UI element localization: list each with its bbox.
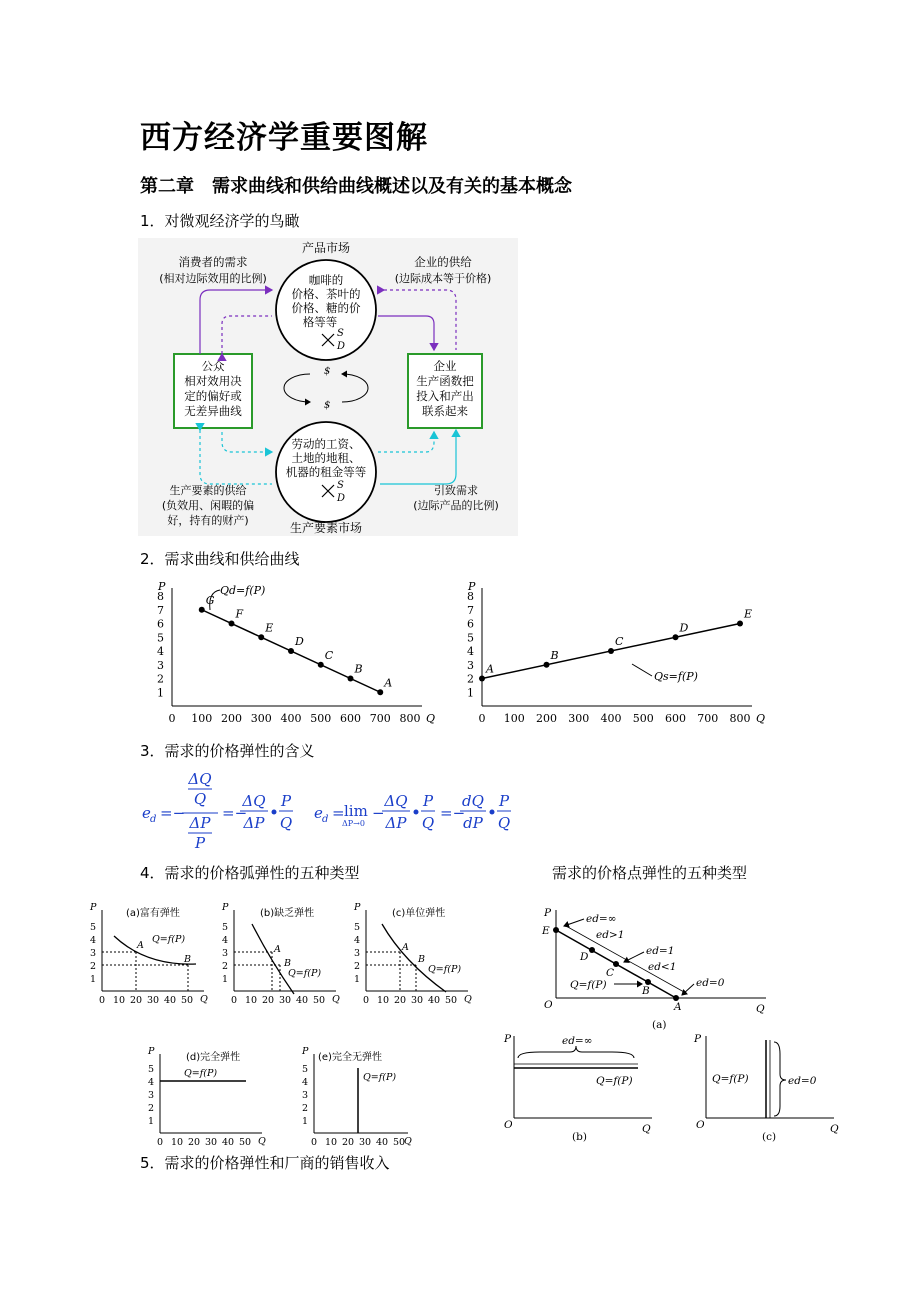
demand-y-tick: 5 [157, 631, 164, 645]
public-box-line-3: 定的偏好或 [184, 389, 242, 403]
formula-lim: lim [344, 802, 368, 820]
supply-x-tick: 800 [729, 712, 751, 725]
demand-point-label-A: A [384, 676, 393, 690]
formula-dot-1 [272, 810, 277, 815]
firm-supply-note: (边际成本等于价格) [394, 272, 492, 285]
section-2-heading: 2．需求曲线和供给曲线 [140, 550, 300, 568]
demand-y-tick: 6 [157, 617, 164, 631]
supply-y-tick: 8 [467, 590, 474, 603]
point-a-caption: (a) [652, 1019, 667, 1031]
public-box-line-4: 无差异曲线 [184, 404, 242, 418]
demand-x-tick: 400 [280, 712, 302, 725]
point-a-p-label: P [544, 907, 552, 919]
formula-dP-4: dP [463, 814, 483, 832]
formula-eq-3: = [332, 804, 345, 822]
arc-e-title: (e)完全无弹性 [318, 1052, 382, 1063]
arc-chart-e [301, 1046, 412, 1147]
arc-a-x-tick: 10 [112, 995, 126, 1006]
point-b-caption: (b) [572, 1131, 587, 1143]
public-box-line-2: 相对效用决 [184, 374, 242, 388]
point-a-o-label: O [544, 999, 553, 1011]
consumer-demand-label: 消费者的需求 [178, 255, 248, 269]
firm-box-line-4: 联系起来 [422, 404, 468, 418]
arc-e-p-label: P [302, 1046, 309, 1057]
point-b-inf-label: ed=∞ [562, 1035, 593, 1047]
supply-y-tick: 3 [467, 658, 474, 672]
product-d-label: D [337, 341, 346, 352]
firm-supply-label: 企业的供给 [414, 255, 472, 269]
supply-point-E [737, 621, 743, 627]
supply-point-A [479, 676, 485, 682]
formula-P-4: P [498, 792, 510, 810]
arc-b-y-tick: 3 [221, 948, 228, 959]
supply-x-tick: 0 [478, 712, 486, 725]
supply-y-tick: 4 [467, 645, 474, 658]
demand-curve-chart [150, 580, 450, 728]
demand-point-label-C: C [324, 648, 334, 662]
arc-e-y-tick: 1 [301, 1116, 308, 1127]
supply-point-B [544, 662, 550, 668]
formula-minus-4: − [372, 804, 385, 822]
arc-c-y-tick: 4 [353, 935, 360, 946]
demand-y-tick: 8 [157, 590, 164, 603]
formula-dQ-2: ΔQ [242, 792, 266, 810]
demand-x-tick: 500 [310, 712, 332, 725]
demand-point-label-E: E [265, 621, 274, 635]
formula-dot-3 [490, 810, 495, 815]
point-a-E-dot [553, 927, 559, 933]
derived-demand-line-2: (边际产品的比例) [413, 499, 499, 512]
arc-a-B-label: B [184, 954, 191, 965]
arc-b-curve-label: Q=f(P) [288, 968, 322, 979]
arc-a-y-tick: 4 [89, 935, 96, 946]
arc-a-p-label: P [90, 902, 97, 913]
arc-c-y-tick: 5 [353, 922, 360, 933]
arc-b-x-tick: 0 [230, 995, 238, 1006]
firm-box-line-2: 生产函数把 [416, 374, 474, 388]
arc-e-x-tick: 0 [310, 1137, 318, 1148]
supply-function-arrow [632, 664, 652, 676]
section-5-heading: 5．需求的价格弹性和厂商的销售收入 [140, 1154, 390, 1172]
point-a-eq1-arrow [624, 952, 644, 962]
point-a-inf-label: ed=∞ [586, 913, 617, 925]
arc-d-x-tick: 50 [238, 1137, 252, 1148]
arc-c-x-tick: 0 [362, 995, 370, 1006]
arc-a-x-tick: 0 [98, 995, 106, 1006]
product-market-label: 产品市场 [301, 241, 351, 255]
formula-Q-1: Q [193, 790, 207, 808]
point-b-p-label: P [504, 1033, 512, 1045]
point-b-brace [518, 1046, 634, 1058]
arc-e-curve-label: Q=f(P) [363, 1072, 397, 1083]
arc-c-x-tick: 40 [427, 995, 441, 1006]
arc-c-y-tick: 2 [353, 961, 360, 972]
arc-b-y-tick: 4 [221, 935, 228, 946]
demand-x-tick: 300 [250, 712, 272, 725]
supply-x-tick: 200 [536, 712, 557, 725]
supply-point-label-D: D [679, 621, 689, 635]
arc-e-y-tick: 5 [301, 1064, 308, 1075]
point-a-inf-arrow [564, 919, 584, 926]
arc-chart-a [89, 902, 208, 1005]
section-4-heading: 4．需求的价格弧弹性的五种类型 [140, 864, 360, 882]
elasticity-formula [136, 764, 556, 854]
arc-a-y-tick: 1 [89, 974, 96, 985]
arc-c-x-tick: 30 [410, 995, 424, 1006]
arc-a-q-label: Q [200, 994, 208, 1005]
factor-circle-line-2: 土地的地租、 [291, 451, 361, 465]
demand-point-label-D: D [295, 635, 304, 648]
arc-e-y-tick: 3 [301, 1090, 308, 1101]
arc-e-y-tick: 4 [301, 1077, 308, 1088]
point-c-curve-label: Q=f(P) [712, 1073, 749, 1085]
demand-function-label: Qd=f(P) [220, 584, 266, 597]
point-elasticity-charts [500, 898, 860, 1146]
arc-b-p-label: P [222, 902, 229, 913]
arc-e-x-tick: 30 [358, 1137, 372, 1148]
supply-x-tick: 700 [697, 712, 719, 725]
factor-supply-line-2: (负效用、闲暇的偏 [161, 499, 255, 512]
demand-point-label-F: F [235, 607, 244, 621]
supply-y-tick: 1 [467, 686, 474, 700]
formula-dP-1: ΔP [189, 814, 211, 832]
formula-d-sub-2: d [322, 814, 329, 825]
dollar-top-label: $ [324, 366, 331, 377]
arc-b-q-label: Q [332, 994, 340, 1005]
supply-x-tick: 500 [632, 712, 654, 725]
product-circle-line-1: 咖啡的 [308, 273, 344, 287]
arc-b-y-tick: 5 [221, 922, 228, 933]
product-circle-line-4: 格等等 [302, 315, 338, 329]
arc-e-x-tick: 20 [341, 1137, 355, 1148]
formula-eq-minus-1: =− [160, 804, 186, 822]
formula-P-3: P [422, 792, 434, 810]
supply-curve-chart [460, 580, 780, 728]
arc-c-B-label: B [418, 954, 425, 965]
demand-point-C [318, 662, 324, 668]
supply-point-label-A: A [486, 662, 494, 676]
factor-d-label: D [337, 493, 346, 504]
arc-d-y-tick: 5 [147, 1064, 154, 1075]
demand-ylabel: P [158, 580, 166, 593]
arc-b-B-label: B [284, 958, 291, 969]
consumer-demand-note: (相对边际效用的比例) [159, 272, 267, 285]
demand-x-tick: 800 [399, 712, 421, 725]
arc-d-curve-label: Q=f(P) [184, 1068, 218, 1079]
arc-c-y-tick: 1 [353, 974, 360, 985]
supply-y-tick: 7 [467, 603, 474, 617]
point-c-q-label: Q [830, 1123, 839, 1135]
point-c-p-label: P [694, 1033, 702, 1045]
arc-c-x-tick: 10 [376, 995, 390, 1006]
point-a-D-dot [589, 947, 595, 953]
arc-chart-c [353, 902, 472, 1005]
formula-eq-minus-2: =− [222, 804, 248, 822]
supply-xlabel: Q [756, 712, 766, 725]
demand-x-tick: 700 [369, 712, 391, 725]
demand-y-tick: 7 [157, 603, 164, 617]
formula-dP-3: ΔP [385, 814, 407, 832]
demand-point-D [288, 648, 294, 654]
supply-point-label-C: C [615, 635, 624, 648]
demand-point-E [258, 634, 264, 640]
arc-b-y-tick: 2 [221, 961, 228, 972]
point-b-curve-label: Q=f(P) [596, 1075, 633, 1087]
arc-d-x-tick: 20 [187, 1137, 201, 1148]
arc-chart-d [147, 1046, 266, 1147]
arc-b-x-tick: 20 [261, 995, 275, 1006]
supply-y-tick: 6 [467, 617, 474, 631]
arc-e-x-tick: 40 [375, 1137, 389, 1148]
supply-point-label-E: E [744, 607, 753, 621]
arc-e-q-label: Q [404, 1136, 412, 1147]
arc-d-y-tick: 2 [147, 1103, 154, 1114]
arc-a-x-tick: 20 [129, 995, 143, 1006]
arc-a-x-tick: 40 [163, 995, 177, 1006]
section-3-heading: 3．需求的价格弹性的含义 [140, 742, 315, 760]
point-b-q-label: Q [642, 1123, 651, 1135]
factor-market-label: 生产要素市场 [289, 521, 363, 535]
point-a-E-label: E [542, 925, 550, 937]
formula-e-1: e [142, 804, 151, 822]
arc-b-x-tick: 40 [295, 995, 309, 1006]
formula-dQ-3: ΔQ [384, 792, 408, 810]
formula-d-sub-1: d [150, 814, 157, 825]
arc-d-x-tick: 40 [221, 1137, 235, 1148]
formula-dQ-1: ΔQ [188, 770, 212, 788]
arc-elasticity-charts [86, 896, 476, 1148]
product-circle-line-3: 价格、糖的价 [291, 301, 361, 315]
demand-point-label-G: G [205, 593, 215, 607]
arc-c-q-label: Q [464, 994, 472, 1005]
arc-b-x-tick: 10 [244, 995, 258, 1006]
formula-lim-sub: ΔP→0 [342, 819, 365, 828]
formula-P-1: P [194, 834, 206, 852]
public-box-line-1: 公众 [201, 359, 225, 373]
formula-Q-2: Q [279, 814, 293, 832]
supply-point-label-B: B [550, 648, 559, 662]
demand-point-A [377, 689, 383, 695]
point-a-q-label: Q [756, 1003, 765, 1015]
dollar-bottom-label: $ [324, 400, 331, 411]
section-4b-heading: 需求的价格点弹性的五种类型 [552, 864, 748, 882]
point-a-C-label: C [606, 967, 615, 979]
point-a-zero-label: ed=0 [696, 977, 725, 989]
product-s-label: S [337, 328, 344, 339]
arc-a-title: (a)富有弹性 [126, 908, 180, 919]
demand-x-tick: 600 [340, 712, 361, 725]
section-1-heading: 1．对微观经济学的鸟瞰 [140, 212, 300, 230]
point-c-brace [774, 1042, 786, 1116]
formula-e-2: e [314, 804, 323, 822]
formula-Q-4: Q [497, 814, 511, 832]
arc-c-x-tick: 20 [393, 995, 407, 1006]
point-a-curve-label: Q=f(P) [570, 979, 607, 991]
arc-d-x-tick: 0 [156, 1137, 164, 1148]
point-a-eq1-label: ed=1 [646, 945, 675, 957]
derived-demand-line-1: 引致需求 [434, 484, 478, 497]
demand-xlabel: Q [426, 712, 436, 725]
arc-e-y-tick: 2 [301, 1103, 308, 1114]
arc-c-A-label: A [402, 942, 409, 953]
supply-point-C [608, 648, 614, 654]
arc-c-curve-label: Q=f(P) [428, 964, 462, 975]
arc-e-x-tick: 10 [324, 1137, 338, 1148]
formula-Q-3: Q [421, 814, 435, 832]
point-a-A-label: A [674, 1001, 682, 1013]
supply-x-tick: 300 [568, 712, 590, 725]
demand-point-F [229, 621, 235, 627]
arc-b-A-label: A [274, 944, 281, 955]
arc-b-y-tick: 1 [221, 974, 228, 985]
point-a-lt1-label: ed<1 [648, 961, 677, 973]
arc-chart-b [221, 902, 340, 1005]
point-a-zero-arrow [682, 984, 694, 995]
demand-y-tick: 4 [157, 645, 164, 658]
supply-y-tick: 5 [467, 631, 474, 645]
arc-a-curve-label: Q=f(P) [152, 934, 186, 945]
firm-box-line-1: 企业 [433, 359, 457, 373]
demand-point-label-B: B [354, 662, 363, 676]
demand-y-tick: 3 [157, 658, 164, 672]
demand-x-tick: 100 [191, 712, 213, 725]
formula-eq-minus-5: =− [440, 804, 466, 822]
arc-d-title: (d)完全弹性 [186, 1052, 241, 1063]
factor-circle-line-3: 机器的租金等等 [285, 465, 367, 479]
formula-dP-2: ΔP [243, 814, 265, 832]
arc-d-y-tick: 3 [147, 1090, 154, 1101]
arc-c-y-tick: 3 [353, 948, 360, 959]
supply-function-label: Qs=f(P) [654, 670, 698, 683]
demand-y-tick: 2 [157, 672, 164, 686]
chapter-heading: 第二章 需求曲线和供给曲线概述以及有关的基本概念 [140, 176, 572, 197]
arc-a-y-tick: 2 [89, 961, 96, 972]
supply-y-tick: 2 [467, 672, 474, 686]
arc-d-x-tick: 30 [204, 1137, 218, 1148]
supply-x-tick: 100 [503, 712, 525, 725]
point-a-D-label: D [580, 951, 589, 963]
factor-supply-line-3: 好，持有的财产) [167, 514, 249, 527]
arc-a-A-label: A [137, 940, 144, 951]
supply-point-D [673, 634, 679, 640]
demand-y-tick: 1 [157, 686, 164, 700]
factor-supply-line-1: 生产要素的供给 [169, 484, 247, 497]
demand-point-G [199, 607, 205, 613]
formula-P-2: P [280, 792, 292, 810]
factor-s-label: S [337, 480, 344, 491]
point-a-B-label: B [642, 985, 650, 997]
arc-a-x-tick: 50 [180, 995, 194, 1006]
arc-d-x-tick: 10 [170, 1137, 184, 1148]
point-b-o-label: O [504, 1119, 513, 1131]
page-title: 西方经济学重要图解 [140, 120, 428, 156]
arc-c-title: (c)单位弹性 [392, 908, 446, 919]
supply-ylabel: P [468, 580, 476, 593]
firm-box-line-3: 投入和产出 [416, 389, 474, 403]
demand-x-tick: 0 [168, 712, 176, 725]
arc-d-q-label: Q [258, 1136, 266, 1147]
arc-a-x-tick: 30 [146, 995, 160, 1006]
supply-x-tick: 400 [600, 712, 622, 725]
demand-x-tick: 200 [221, 712, 242, 725]
arc-c-curve [382, 924, 446, 992]
arc-c-x-tick: 50 [444, 995, 458, 1006]
arc-b-x-tick: 30 [278, 995, 292, 1006]
micro-overview-diagram [138, 238, 518, 536]
arc-e-x-tick: 50 [392, 1137, 406, 1148]
product-circle-line-2: 价格、茶叶的 [291, 287, 361, 301]
arc-b-title: (b)缺乏弹性 [260, 908, 315, 919]
arc-d-p-label: P [148, 1046, 155, 1057]
arc-b-x-tick: 50 [312, 995, 326, 1006]
arc-d-y-tick: 1 [147, 1116, 154, 1127]
arc-a-y-tick: 5 [89, 922, 96, 933]
arc-c-p-label: P [354, 902, 361, 913]
demand-point-B [348, 676, 354, 682]
formula-dQ-4: dQ [462, 792, 484, 810]
point-c-zero-label: ed=0 [788, 1075, 817, 1087]
point-c-caption: (c) [762, 1131, 777, 1143]
arc-a-y-tick: 3 [89, 948, 96, 959]
point-a-gt1-label: ed>1 [596, 929, 625, 941]
point-c-o-label: O [696, 1119, 705, 1131]
formula-dot-2 [414, 810, 419, 815]
supply-x-tick: 600 [665, 712, 686, 725]
factor-circle-line-1: 劳动的工资、 [291, 437, 361, 451]
arc-d-y-tick: 4 [147, 1077, 154, 1088]
